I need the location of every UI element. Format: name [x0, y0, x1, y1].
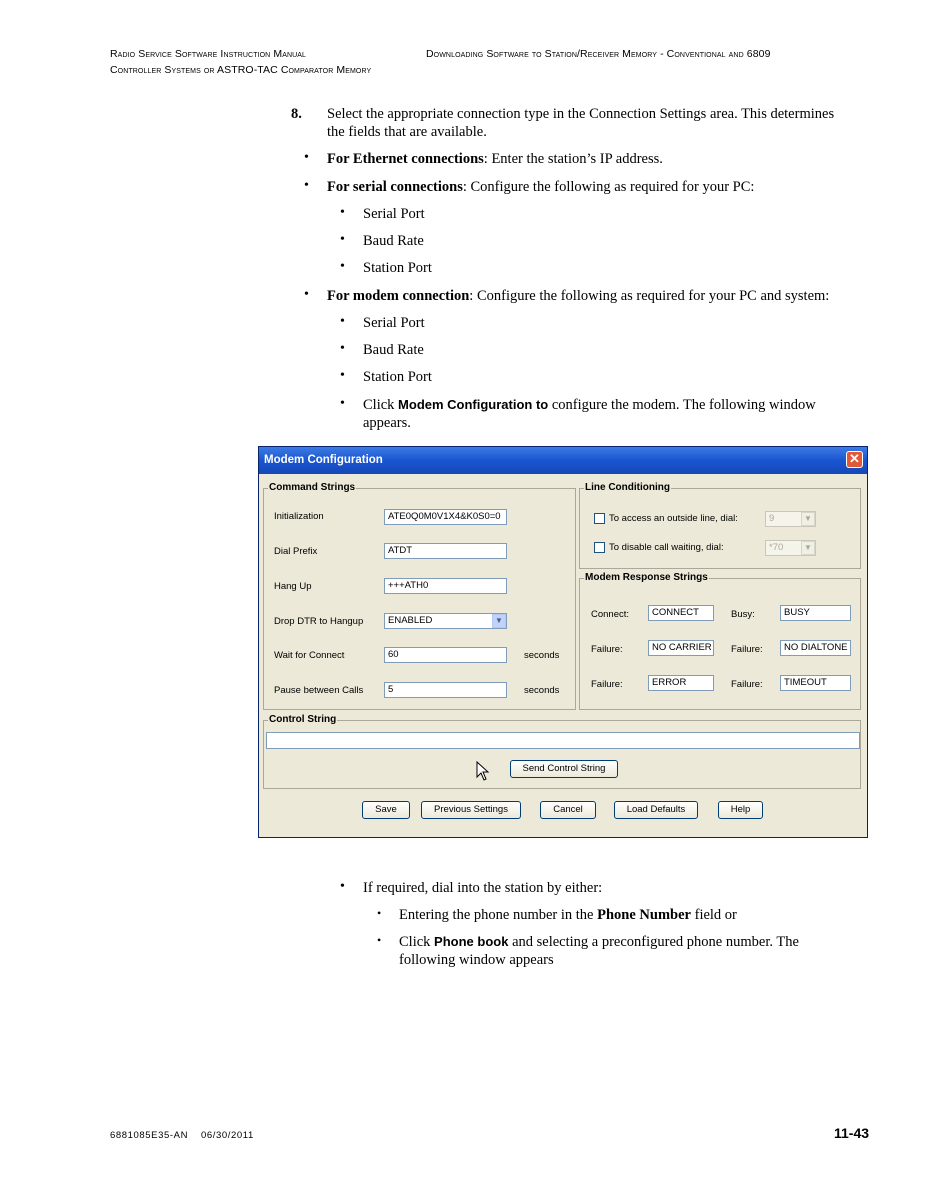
modem-text: : Configure the following as required for your PC and system:	[469, 288, 830, 304]
bullet: •	[340, 205, 345, 220]
pause-between-calls-label: Pause between Calls	[274, 685, 364, 696]
header-chapter-title-cont: Controller Systems or ASTRO-TAC Comparator Memory	[110, 64, 372, 76]
failure-label: Failure:	[591, 679, 623, 690]
control-string-input[interactable]	[266, 732, 860, 749]
busy-input[interactable]: BUSY	[780, 605, 851, 621]
bullet: •	[340, 232, 345, 247]
dial-prefix-label: Dial Prefix	[274, 546, 318, 557]
bullet: •	[304, 287, 309, 302]
pause-unit-label: seconds	[524, 685, 560, 696]
ethernet-item	[327, 150, 663, 168]
load-defaults-button[interactable]: Load Defaults	[614, 801, 698, 819]
failure-input-1[interactable]: NO CARRIER	[648, 640, 714, 656]
dial-option1-prefix: Entering the phone number in the	[399, 907, 598, 923]
step-text-line1: Select the appropriate connection type in the Connection Settings area. This determines	[327, 106, 835, 122]
failure-label: Failure:	[731, 679, 763, 690]
modem-config-instruction	[363, 396, 816, 414]
outside-line-checkbox[interactable]	[594, 513, 605, 524]
bullet: •	[340, 341, 345, 356]
modem-response-strings-title: Modem Response Strings	[585, 572, 708, 583]
busy-label: Busy:	[731, 609, 755, 620]
outside-line-select[interactable]	[765, 511, 816, 527]
initialization-label: Initialization	[274, 511, 324, 522]
connect-label: Connect:	[591, 609, 630, 620]
wait-for-connect-label: Wait for Connect	[274, 650, 345, 661]
header-chapter-title: Downloading Software to Station/Receiver Memory - Conventional and 6809	[426, 48, 771, 60]
modem-configuration-ref: Modem Configuration to	[398, 397, 549, 412]
serial-sub-item: Baud Rate	[363, 233, 424, 249]
dial-option2-line2: following window appears	[399, 952, 554, 968]
close-icon[interactable]: ✕	[846, 451, 863, 468]
step-text-line2: the fields that are available.	[327, 124, 487, 140]
modem-response-strings-group	[579, 572, 861, 710]
bullet: •	[340, 396, 345, 411]
failure-label: Failure:	[731, 644, 763, 655]
header-manual-title: Radio Service Software Instruction Manual	[110, 48, 307, 60]
dial-option2-prefix: Click	[399, 934, 435, 950]
chevron-down-icon[interactable]: ▼	[492, 614, 506, 628]
wait-for-connect-input[interactable]: 60	[384, 647, 507, 663]
failure-input-2[interactable]: NO DIALTONE	[780, 640, 851, 656]
modem-item	[327, 287, 829, 305]
connect-input[interactable]: CONNECT	[648, 605, 714, 621]
chevron-down-icon[interactable]: ▼	[801, 512, 815, 526]
line-conditioning-group	[579, 482, 861, 569]
footer-doc-info	[110, 1130, 254, 1141]
modem-sub-item: Baud Rate	[363, 342, 424, 358]
previous-settings-button[interactable]: Previous Settings	[421, 801, 521, 819]
ethernet-label: For Ethernet connections	[327, 151, 484, 167]
help-button[interactable]: Help	[718, 801, 763, 819]
chevron-down-icon[interactable]: ▼	[801, 541, 815, 555]
dial-prefix-input[interactable]: ATDT	[384, 543, 507, 559]
wait-unit-label: seconds	[524, 650, 560, 661]
initialization-input[interactable]: ATE0Q0M0V1X4&K0S0=0	[384, 509, 507, 525]
doc-date: 06/30/2011	[201, 1130, 254, 1141]
dial-intro: If required, dial into the station by either:	[363, 880, 603, 896]
bullet: •	[340, 259, 345, 274]
failure-label: Failure:	[591, 644, 623, 655]
dialog-title: Modem Configuration	[264, 454, 383, 466]
serial-sub-item: Station Port	[363, 260, 432, 276]
failure-input-4[interactable]: TIMEOUT	[780, 675, 851, 691]
bullet: •	[340, 368, 345, 383]
phone-book-ref: Phone book	[434, 934, 509, 949]
modem-label: For modem connection	[327, 288, 470, 304]
dial-option1-suffix: field or	[690, 907, 737, 923]
pause-between-calls-input[interactable]: 5	[384, 682, 507, 698]
control-string-title: Control String	[269, 714, 337, 725]
phone-number-ref: Phone Number	[597, 907, 691, 923]
call-waiting-checkbox[interactable]	[594, 542, 605, 553]
step-number: 8.	[291, 106, 302, 122]
call-waiting-value: *70	[769, 542, 784, 553]
bullet: •	[304, 178, 309, 193]
ethernet-text: : Enter the station’s IP address.	[483, 151, 663, 167]
command-strings-group	[263, 482, 576, 710]
bullet: •	[377, 906, 382, 920]
bullet: •	[377, 933, 382, 947]
drop-dtr-select[interactable]	[384, 613, 507, 629]
page-number: 11-43	[834, 1125, 870, 1141]
bullet: •	[340, 314, 345, 329]
dial-option-phone-number	[399, 906, 737, 924]
mouse-cursor-icon	[476, 761, 490, 781]
call-waiting-label: To disable call waiting, dial:	[609, 542, 724, 553]
serial-sub-item: Serial Port	[363, 206, 425, 222]
send-control-string-button[interactable]: Send Control String	[510, 760, 618, 778]
failure-input-3[interactable]: ERROR	[648, 675, 714, 691]
serial-item	[327, 178, 754, 196]
serial-label: For serial connections	[327, 179, 463, 195]
hang-up-label: Hang Up	[274, 581, 312, 592]
serial-text: : Configure the following as required for your PC:	[462, 179, 755, 195]
modem-config-instruction-line2: appears.	[363, 415, 411, 431]
modem-sub-item: Serial Port	[363, 315, 425, 331]
call-waiting-select[interactable]	[765, 540, 816, 556]
bullet: •	[304, 150, 309, 165]
drop-dtr-label: Drop DTR to Hangup	[274, 616, 364, 627]
dial-option-phone-book	[399, 933, 799, 951]
dial-option2-suffix: and selecting a preconfigured phone number. The	[508, 934, 799, 950]
control-string-group	[263, 714, 861, 789]
line-conditioning-title: Line Conditioning	[585, 482, 670, 493]
outside-line-label: To access an outside line, dial:	[609, 513, 738, 524]
dialog-title-bar[interactable]	[259, 447, 867, 474]
drop-dtr-value: ENABLED	[388, 615, 433, 626]
save-button[interactable]: Save	[362, 801, 410, 819]
outside-line-value: 9	[769, 513, 775, 524]
hang-up-input[interactable]: +++ATH0	[384, 578, 507, 594]
command-strings-title: Command Strings	[269, 482, 356, 493]
bullet: •	[340, 879, 345, 894]
cancel-button[interactable]: Cancel	[540, 801, 596, 819]
click-prefix: Click	[363, 397, 399, 413]
modem-configuration-dialog	[258, 446, 868, 838]
click-suffix: configure the modem. The following window	[548, 397, 816, 413]
modem-sub-item: Station Port	[363, 369, 432, 385]
doc-id: 6881085E35-AN	[110, 1130, 189, 1141]
